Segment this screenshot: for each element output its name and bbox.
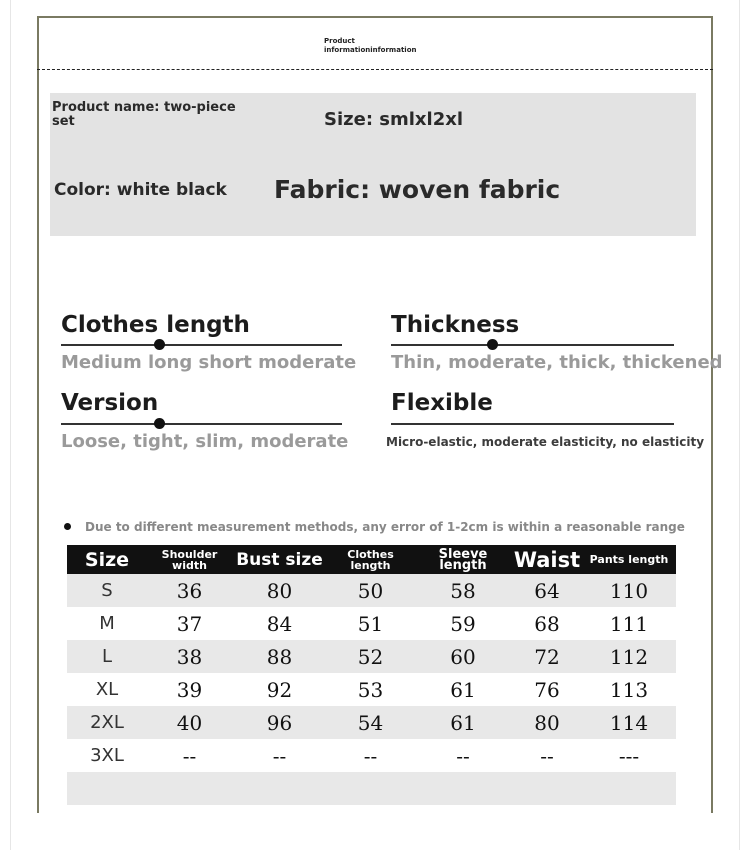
cell-size: 3XL [90,745,124,766]
table-cell: 59 [450,611,476,636]
table-cell: 80 [232,574,327,607]
cell-size: S [67,574,147,607]
cell-size: L [67,640,147,673]
cell-size: 2XL [67,706,147,739]
table-cell: 61 [414,706,512,739]
table-cell: 76 [534,677,560,702]
table-cell: 36 [147,574,232,607]
table-cell: 58 [414,574,512,607]
table-cell: 37 [176,611,203,636]
table-cell: 110 [582,574,676,607]
table-cell: 114 [582,706,676,739]
bullet-icon [64,523,71,530]
spec-title-flexible: Flexible [391,390,493,416]
spec-title-thickness: Thickness [391,312,520,338]
header-pants-length: Pants length [582,545,676,574]
spec-options-flexible: Micro-elastic, moderate elasticity, no elasticity [386,435,705,449]
header-waist: Waist [512,545,582,574]
header-title: Product informationinformation [324,37,417,54]
table-cell: -- [272,743,287,768]
table-cell: 113 [609,677,649,702]
spec-scale-flexible [391,423,674,425]
cell-size: M [99,613,115,634]
table-cell: 60 [414,640,512,673]
table-row [67,673,676,706]
table-cell: 64 [512,574,582,607]
table-cell: --- [618,743,640,768]
table-cell: 84 [266,611,293,636]
header-clothes-length: Clothes length [327,545,414,574]
table-row [67,640,676,673]
left-edge-line [10,0,11,850]
product-fabric: Fabric: woven fabric [274,175,561,204]
table-cell: 38 [147,640,232,673]
table-cell: 88 [232,640,327,673]
table-cell: -- [182,743,197,768]
table-row [67,739,676,772]
table-cell: 53 [357,677,384,702]
table-cell: -- [540,743,554,768]
product-size: Size: smlxl2xl [324,109,464,130]
table-cell: 40 [147,706,232,739]
header-sleeve-length: Sleeve length [414,545,512,574]
table-cell: 39 [176,677,203,702]
table-row-empty [67,772,676,805]
table-cell: 72 [512,640,582,673]
table-cell: 68 [534,611,560,636]
table-cell: 51 [357,611,384,636]
table-row [67,574,676,607]
spec-options-version: Loose, tight, slim, moderate [61,431,349,452]
product-color: Color: white black [54,180,227,200]
table-cell: -- [363,743,378,768]
spec-marker-version [154,418,165,429]
table-cell: 111 [609,611,649,636]
spec-scale-version [61,423,342,425]
spec-options-clothes-length: Medium long short moderate [61,352,357,373]
spec-scale-thickness [391,344,674,346]
table-cell: 61 [450,677,476,702]
table-cell: -- [456,743,470,768]
table-cell: 96 [232,706,327,739]
spec-title-clothes-length: Clothes length [61,312,250,338]
spec-scale-clothes-length [61,344,342,346]
measurement-note: Due to different measurement methods, any error of 1-2cm is within a reasonable range [85,520,685,534]
header-size: Size [67,545,147,574]
spec-marker-clothes-length [154,339,165,350]
spec-options-thickness: Thin, moderate, thick, thickened [391,352,723,373]
table-row [67,607,676,640]
cell-size: XL [95,679,119,700]
header-bust-size: Bust size [232,545,327,574]
product-name: Product name: two-piece set [52,100,236,129]
table-header-row [67,545,676,574]
table-cell: 52 [327,640,414,673]
dashed-divider [37,69,713,70]
size-table [67,545,676,805]
table-row [67,706,676,739]
spec-title-version: Version [61,390,159,416]
table-cell: 112 [582,640,676,673]
right-edge-line [739,0,740,850]
table-cell: 54 [327,706,414,739]
table-cell: 92 [266,677,293,702]
table-cell: 80 [512,706,582,739]
table-cell: 50 [327,574,414,607]
header-shoulder-width: Shoulder width [147,545,232,574]
